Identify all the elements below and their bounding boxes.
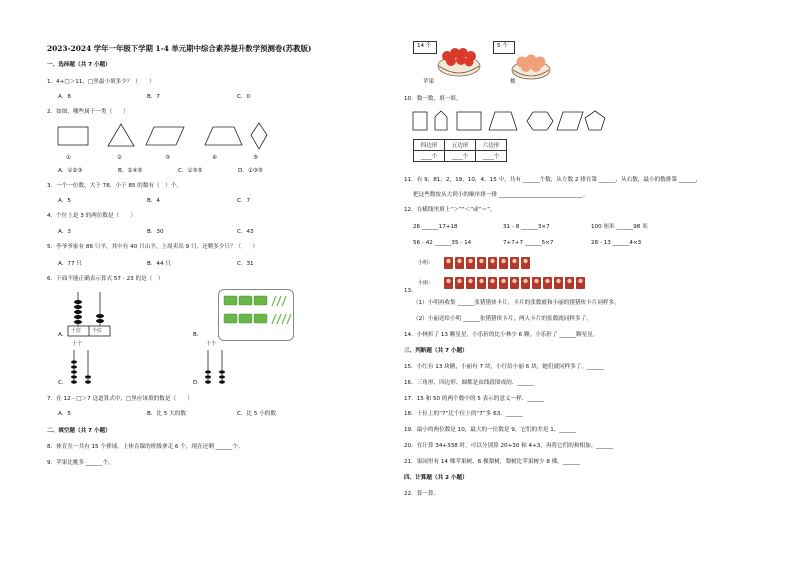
q5-option-b: B．44 只 xyxy=(147,261,171,267)
q6-option-b: B． xyxy=(193,332,203,338)
q12-row1-b: 31﹣8 ______3×7 xyxy=(503,224,550,230)
question-19: 19．最小的两位数是 10，最大的一位数是 9，它们的差是 1。______ xyxy=(404,427,577,433)
q10-count-table xyxy=(413,139,507,162)
question-13-2: （2）小丽送给小明 ______张猪猪侠卡片，两人卡片的张数就同样多了。 xyxy=(413,316,592,322)
rhombus-shape xyxy=(251,123,267,149)
section-fill: 二、填空题（共 7 小题） xyxy=(47,428,111,434)
question-6: 6．下面不能正确表示算式 57﹣23 的是（ ） xyxy=(47,276,164,282)
question-14: 14．小林折了 13 颗星星，小乐折的比小林少 6 颗，小乐折了 ______颗星星。 xyxy=(404,332,599,338)
question-15: 15．小红有 13 块糖，小丽有 7 块，小红给小丽 6 块，她们就同样多了。______ xyxy=(404,364,604,370)
q7-option-c: C．比 5 小的数 xyxy=(237,411,276,417)
parallelogram-shape xyxy=(146,127,184,145)
peach-basket xyxy=(510,50,552,82)
question-7: 7．在 12﹣□＞7 这道算式中，□里应该填的数是（ ） xyxy=(47,396,193,402)
q2-num-3: ③ xyxy=(165,155,171,161)
question-12: 12．在横线里填上“＞”“＜”或“＝”。 xyxy=(404,207,496,213)
question-5: 5．李爷爷家有 86 只羊，其中有 40 只山羊，上周卖出 9 只，还剩多少只？（ ） xyxy=(47,244,259,250)
section-choice: 一、选择题（共 7 小题） xyxy=(47,62,111,68)
apple-label: 苹果 xyxy=(423,79,435,85)
xiaoming-label: 小明： xyxy=(418,260,434,266)
section-calc: 四、计算题（共 2 小题） xyxy=(404,475,468,481)
question-3: 3．一个一位数，大于 78，小于 85 的数有（ ）个。 xyxy=(47,183,183,189)
q6-option-d: D． xyxy=(193,380,203,386)
trapezoid-shape xyxy=(205,127,242,145)
q12-row1-c: 100 厘米 ______98 米 xyxy=(591,224,648,230)
q4-option-c: C．43 xyxy=(237,229,254,235)
q12-row2-b: 7+7+7 ______5×7 xyxy=(503,240,554,246)
question-13: 13． xyxy=(404,288,417,294)
abacus-a-one-label: 个位 xyxy=(92,328,103,334)
q2-option-a: A．①②③ xyxy=(58,168,83,174)
q6-option-a: A． xyxy=(58,332,68,338)
q10-blank-quad[interactable]: ____个 xyxy=(414,151,445,162)
xiaoli-label: 小丽： xyxy=(418,280,434,286)
triangle-shape xyxy=(108,124,134,146)
abacus-d-label: 十个 xyxy=(206,341,217,347)
q3-option-b: B．4 xyxy=(147,198,160,204)
q4-option-b: B．30 xyxy=(147,229,164,235)
peach-count: 5 个 xyxy=(497,43,508,49)
q10-blank-penta[interactable]: ____个 xyxy=(445,151,476,162)
q10-blank-hexa[interactable]: ____个 xyxy=(476,151,507,162)
question-13-1: （1）小明再收集 ______张猪猪侠卡片，卡片的张数就和小丽的猪猪侠卡片同样多。 xyxy=(413,300,620,306)
q2-num-4: ④ xyxy=(212,155,218,161)
question-9: 9．苹果比桃多 ______个。 xyxy=(47,460,114,466)
question-11: 11．有 9，81，2，19，10，4，15 中，共有 ______个数，从左数 2 排在第 ______，从右数，最小的数排第 ______， xyxy=(404,177,702,183)
q1-option-a: A．8 xyxy=(58,94,71,100)
question-18: 18．十位上的“7”比个位上的“7”多 63．______ xyxy=(404,411,523,417)
q2-option-c: C．①③⑤ xyxy=(178,168,203,174)
q12-row1-a: 26 ______17+18 xyxy=(413,224,458,230)
question-16: 16．三角形、四边形、圆都是由线段围成的．______ xyxy=(404,380,535,386)
q1-option-c: C．0 xyxy=(237,94,251,100)
q3-option-c: C．7 xyxy=(237,198,251,204)
q2-shapes xyxy=(56,121,296,153)
question-1: 1．4+□＞11，□里最小填多少？（ ） xyxy=(47,79,155,85)
stick-bundles xyxy=(222,292,292,338)
peach-label: 桃 xyxy=(510,79,516,85)
q3-option-a: A．5 xyxy=(58,198,71,204)
q2-num-2: ② xyxy=(117,155,123,161)
q5-option-a: A．77 只 xyxy=(58,261,82,267)
xiaoming-cards xyxy=(443,256,563,270)
section-judge: 三、判断题（共 7 小题） xyxy=(404,348,468,354)
abacus-a-ten-label: 十位 xyxy=(71,328,82,334)
abacus-c xyxy=(68,348,96,388)
abacus-d xyxy=(202,348,230,388)
q10-head-hexa: 六边形 xyxy=(476,140,507,151)
q1-option-b: B．7 xyxy=(147,94,160,100)
question-21: 21．果园里有 14 棵苹果树，6 棵梨树，梨树比苹果树少 8 棵。______ xyxy=(404,459,580,465)
apple-basket xyxy=(436,42,482,78)
q10-shapes xyxy=(411,107,611,133)
question-17: 17．15 和 50 的两个数中的 5 表示的意义一样．______ xyxy=(404,396,545,402)
question-10: 10．数一数，填一填。 xyxy=(404,96,462,102)
q2-option-b: B．②④⑤ xyxy=(118,168,143,174)
q7-option-a: A．5 xyxy=(58,411,71,417)
xiaoli-cards xyxy=(443,276,593,290)
page-title: 2023-2024 学年一年级下学期 1-4 单元期中综合素养提升数学预测卷(苏教版) xyxy=(47,44,312,53)
abacus-c-label: 十个 xyxy=(72,341,83,347)
question-8: 8．体育室一共有 15 个排球，上体育课的班级拿走 6 个，现在还剩 ______个。 xyxy=(47,444,244,450)
q4-option-a: A．3 xyxy=(58,229,71,235)
q10-head-penta: 五边形 xyxy=(445,140,476,151)
question-20: 20．在计算 34+338 时，可以分别算 20+30 和 4+3，再将它们的和相加。______ xyxy=(404,443,614,449)
q7-option-b: B．比 5 大的数 xyxy=(147,411,186,417)
question-2: 2．如图，哪些属于一类（ ） xyxy=(47,109,129,115)
question-4: 4．个位上是 3 的两位数是（ ） xyxy=(47,213,136,219)
rectangle-shape xyxy=(58,127,88,145)
apple-count: 14 个 xyxy=(417,43,432,49)
question-22: 22．算一算。 xyxy=(404,491,440,497)
question-11-line2: 把这些数按从大到小的顺序排一排 ______________________________。 xyxy=(413,192,589,198)
q2-num-5: ⑤ xyxy=(253,155,259,161)
q12-row2-a: 56﹣42 ______35﹣14 xyxy=(413,240,472,246)
q6-option-c: C． xyxy=(58,380,68,386)
q2-num-1: ① xyxy=(66,155,72,161)
q5-option-c: C．31 xyxy=(237,261,254,267)
q12-row2-c: 28﹣13 ______4×3 xyxy=(591,240,642,246)
q2-option-d: D．①③⑤ xyxy=(238,168,263,174)
q10-head-quad: 四边形 xyxy=(414,140,445,151)
